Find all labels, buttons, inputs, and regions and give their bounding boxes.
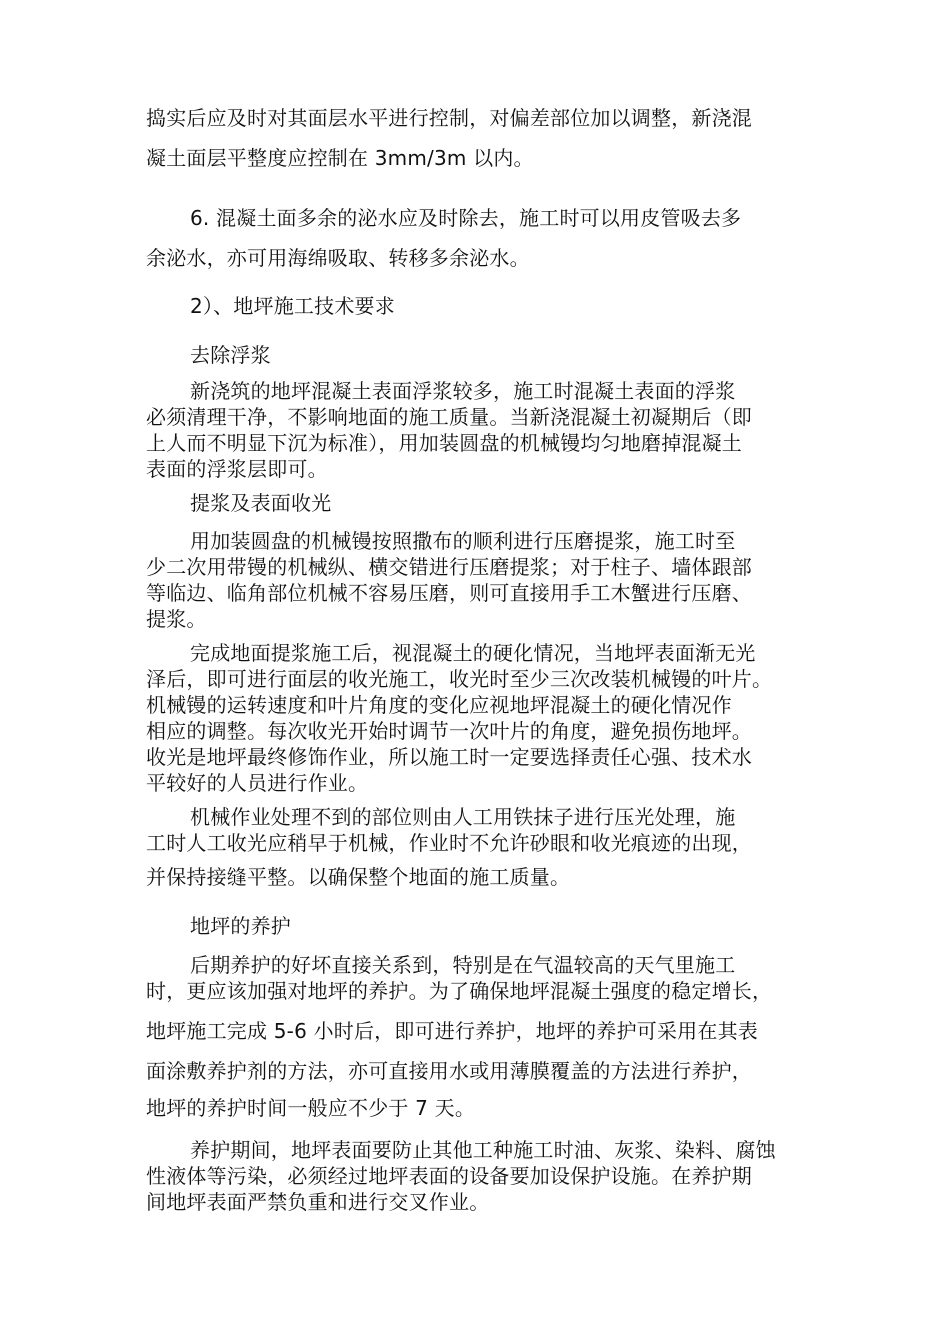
subheading: 地坪的养护 (190, 914, 291, 938)
text-line: 提浆。 (146, 607, 207, 631)
text-line: 凝土面层平整度应控制在 3mm/3m 以内。 (146, 146, 534, 170)
text-line: 机械作业处理不到的部位则由人工用铁抹子进行压光处理，施 (190, 805, 736, 829)
text-line: 面涂敷养护剂的方法，亦可直接用水或用薄膜覆盖的方法进行养护， (146, 1059, 752, 1083)
text-line: 必须清理干净，不影响地面的施工质量。当新浇混凝土初凝期后（即 (146, 405, 752, 429)
text-line: 收光是地坪最终修饰作业，所以施工时一定要选择责任心强、技术水 (146, 745, 752, 769)
text-line: 6. 混凝土面多余的泌水应及时除去，施工时可以用皮管吸去多 (190, 206, 742, 230)
text-line: 新浇筑的地坪混凝土表面浮浆较多，施工时混凝土表面的浮浆 (190, 379, 736, 403)
text-line: 时，更应该加强对地坪的养护。为了确保地坪混凝土强度的稳定增长， (146, 979, 773, 1003)
text-line: 工时人工收光应稍早于机械，作业时不允许砂眼和收光痕迹的出现， (146, 831, 752, 855)
text-line: 机械镘的运转速度和叶片角度的变化应视地坪混凝土的硬化情况作 (146, 693, 732, 717)
text-line: 表面的浮浆层即可。 (146, 457, 328, 481)
text-line: 并保持接缝平整。以确保整个地面的施工质量。 (146, 865, 571, 889)
text-line: 地坪的养护时间一般应不少于 7 天。 (146, 1096, 476, 1120)
text-line: 少二次用带镘的机械纵、横交错进行压磨提浆；对于柱子、墙体跟部 (146, 555, 752, 579)
text-line: 平较好的人员进行作业。 (146, 771, 369, 795)
text-line: 间地坪表面严禁负重和进行交叉作业。 (146, 1190, 490, 1214)
text-line: 地坪施工完成 5-6 小时后，即可进行养护，地坪的养护可采用在其表 (146, 1019, 758, 1043)
subheading: 去除浮浆 (190, 343, 271, 367)
text-line: 相应的调整。每次收光开始时调节一次叶片的角度，避免损伤地坪。 (146, 719, 752, 743)
text-line: 养护期间，地坪表面要防止其他工种施工时油、灰浆、染料、腐蚀 (190, 1138, 776, 1162)
text-line: 捣实后应及时对其面层水平进行控制，对偏差部位加以调整，新浇混 (146, 106, 752, 130)
text-line: 上人而不明显下沉为标准），用加装圆盘的机械镘均匀地磨掉混凝土 (146, 431, 742, 455)
text-line: 余泌水，亦可用海绵吸取、转移多余泌水。 (146, 246, 530, 270)
text-line: 用加装圆盘的机械镘按照撒布的顺利进行压磨提浆，施工时至 (190, 529, 736, 553)
section-heading: 2）、地坪施工技术要求 (190, 294, 395, 318)
text-line: 性液体等污染，必须经过地坪表面的设备要加设保护设施。在养护期 (146, 1164, 752, 1188)
text-line: 泽后，即可进行面层的收光施工，收光时至少三次改装机械镘的叶片。 (146, 667, 773, 691)
text-line: 后期养护的好坏直接关系到，特别是在气温较高的天气里施工 (190, 953, 736, 977)
text-line: 等临边、临角部位机械不容易压磨，则可直接用手工木蟹进行压磨、 (146, 581, 752, 605)
subheading: 提浆及表面收光 (190, 491, 332, 515)
text-line: 完成地面提浆施工后，视混凝土的硬化情况，当地坪表面渐无光 (190, 641, 756, 665)
